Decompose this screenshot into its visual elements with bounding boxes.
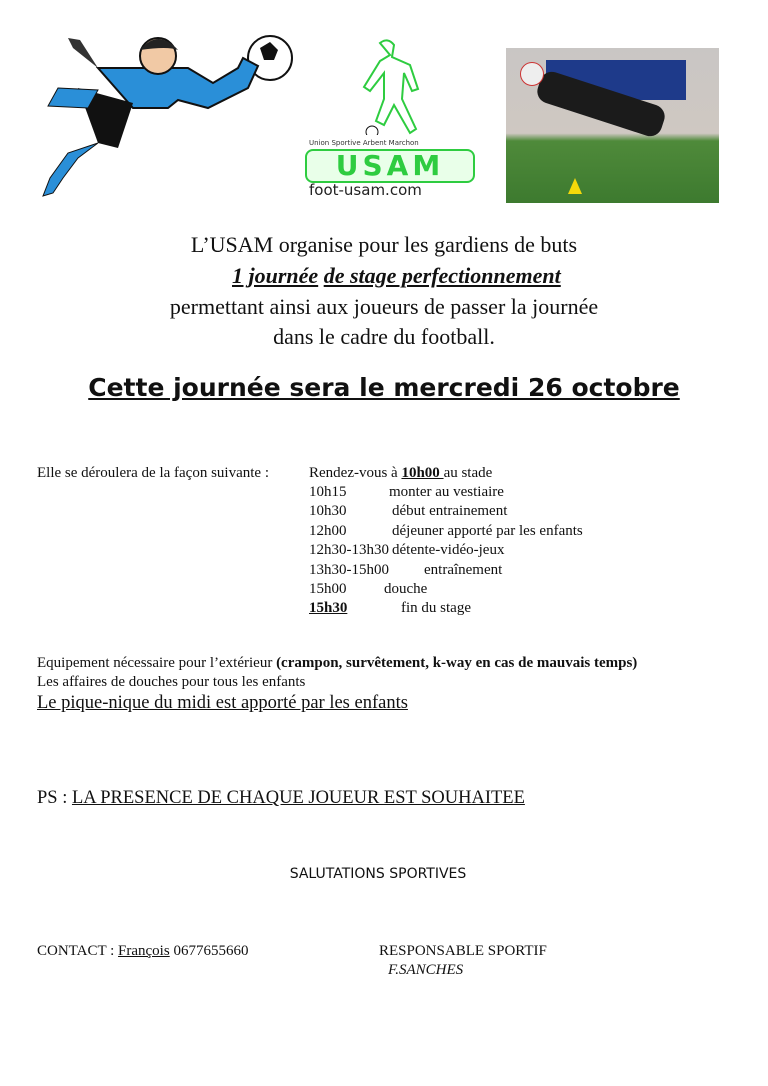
- schedule-first-pre: Rendez-vous à: [309, 465, 402, 481]
- headline-date: Cette journée sera le mercredi 26 octobre: [88, 373, 680, 402]
- goalkeeper-cartoon-image: [38, 28, 298, 206]
- intro-line-1: L’USAM organise pour les gardiens de buts: [190, 232, 578, 257]
- goalkeeper-photo: [506, 48, 719, 203]
- intro-stage: de stage perfectionnement: [323, 263, 561, 288]
- schedule-time: 13h30-15h00: [309, 561, 389, 578]
- equipment-line-1: [37, 655, 637, 672]
- club-website: foot-usam.com: [309, 181, 422, 199]
- schedule-time: 10h30: [309, 503, 347, 520]
- picnic-note: Le pique-nique du midi est apporté par les enfants: [37, 693, 408, 713]
- schedule-activity: début entrainement: [392, 503, 508, 520]
- contact-label: CONTACT :: [37, 943, 119, 959]
- schedule-activity: fin du stage: [401, 600, 471, 617]
- club-name: Union Sportive Arbent Marchon: [309, 139, 419, 147]
- responsable-name: F.SANCHES: [388, 962, 464, 978]
- schedule-time: 15h00: [309, 581, 347, 597]
- schedule-first-row: [309, 465, 492, 482]
- schedule-activity: douche: [384, 581, 428, 597]
- usam-logo: [305, 35, 475, 199]
- ps-prefix: PS :: [37, 788, 72, 808]
- intro-line-4: dans le cadre du football.: [273, 324, 495, 349]
- club-acronym: USAM: [305, 149, 475, 183]
- ps-note: [37, 788, 525, 809]
- equipment-line-2: Les affaires de douches pour tous les enfants: [37, 674, 306, 690]
- schedule-activity: monter au vestiaire: [389, 484, 504, 500]
- schedule-time: 12h00: [309, 522, 347, 539]
- schedule-first-post: au stade: [443, 465, 493, 481]
- responsable-title: RESPONSABLE SPORTIF: [379, 943, 547, 959]
- equipment-items: (crampon, survêtement, k-way en cas de mauvais temps): [276, 655, 638, 671]
- schedule-first-time: 10h00: [401, 465, 444, 481]
- ps-text: LA PRESENCE DE CHAQUE JOUEUR EST SOUHAITEE: [71, 788, 525, 808]
- schedule-time: 15h30: [309, 600, 348, 617]
- schedule-label: Elle se déroulera de la façon suivante :: [37, 465, 269, 481]
- player-outline-icon: [305, 35, 475, 135]
- intro-line-2: [232, 263, 561, 289]
- salutations: SALUTATIONS SPORTIVES: [289, 866, 467, 882]
- contact: [37, 943, 248, 960]
- schedule-activity: détente-vidéo-jeux: [392, 542, 505, 559]
- intro-line-3: permettant ainsi aux joueurs de passer la journée: [169, 294, 599, 319]
- contact-name: François: [118, 943, 170, 959]
- schedule-activity: entraînement: [424, 561, 503, 578]
- schedule-time: 12h30-13h30: [309, 542, 389, 559]
- contact-phone: 0677655660: [169, 943, 249, 959]
- intro-days: 1 journée: [232, 263, 319, 288]
- equipment-text: Equipement nécessaire pour l’extérieur: [37, 655, 277, 671]
- schedule-activity: déjeuner apporté par les enfants: [392, 522, 583, 539]
- schedule-time: 10h15: [309, 484, 347, 500]
